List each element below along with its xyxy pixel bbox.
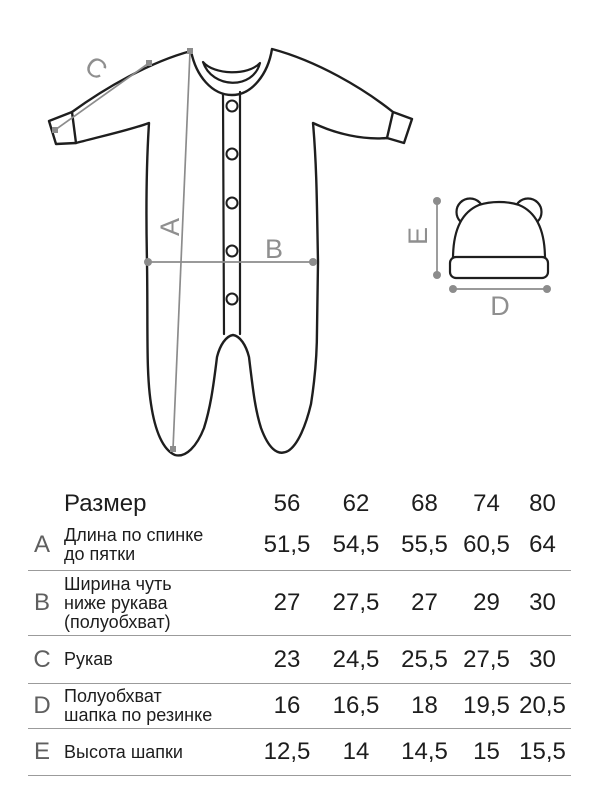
value-cell: 60,5 — [463, 531, 510, 558]
size-table — [28, 487, 571, 776]
value-cell: 15 — [473, 738, 500, 765]
diagram-label-C: C — [79, 50, 113, 86]
value-cell: 20,5 — [519, 692, 566, 719]
value-cell: 27,5 — [332, 589, 380, 616]
measure-end-D1 — [449, 285, 457, 293]
value-cell: 30 — [529, 645, 556, 673]
snap-button-1 — [227, 101, 238, 112]
table-row-A — [28, 520, 571, 571]
size-column-62: 62 — [342, 489, 370, 517]
measure-end-A1 — [187, 48, 193, 54]
row-letter: A — [33, 531, 50, 558]
value-cell: 51,5 — [263, 531, 311, 558]
measure-end-D2 — [543, 285, 551, 293]
onesie-drawing — [49, 49, 412, 455]
diagram-label-D: D — [490, 291, 510, 321]
value-cell: 25,5 — [401, 645, 448, 673]
snap-button-4 — [227, 246, 238, 257]
snap-button-5 — [227, 294, 238, 305]
measure-end-B1 — [144, 258, 152, 266]
value-cell: 14 — [342, 738, 370, 765]
value-cell: 64 — [529, 531, 556, 558]
placket-line-left — [223, 94, 224, 334]
row-letter: C — [33, 645, 51, 673]
table-header-row — [28, 487, 571, 520]
hat-drawing — [450, 199, 548, 279]
row-label: Рукав — [64, 649, 113, 669]
value-cell: 23 — [273, 645, 301, 673]
value-cell: 14,5 — [401, 738, 448, 765]
hat-brim — [450, 257, 548, 278]
value-cell: 30 — [529, 589, 556, 616]
measure-end-A2 — [170, 446, 176, 452]
value-cell: 18 — [411, 692, 438, 719]
size-column-56: 56 — [273, 489, 301, 517]
value-cell: 29 — [473, 589, 500, 616]
table-row-C — [28, 636, 571, 684]
measure-end-B2 — [309, 258, 317, 266]
value-cell: 16 — [273, 692, 301, 719]
diagram-label-A: A — [155, 217, 185, 237]
row-letter: B — [33, 589, 50, 616]
measure-end-E1 — [433, 197, 441, 205]
measure-end-E2 — [433, 271, 441, 279]
row-label: Высота шапки — [64, 741, 183, 762]
value-cell: 24,5 — [332, 645, 380, 673]
table-title: Размер — [64, 489, 147, 517]
value-cell: 27 — [273, 589, 301, 616]
value-cell: 15,5 — [519, 738, 566, 765]
value-cell: 27,5 — [463, 645, 510, 673]
value-cell: 19,5 — [463, 692, 510, 719]
row-label: Полуобхват шапка по резинке — [64, 686, 213, 725]
collar-band — [203, 62, 260, 83]
diagram-label-E: E — [403, 226, 433, 246]
measure-end-C1 — [52, 127, 58, 133]
size-column-68: 68 — [411, 489, 438, 517]
diagram-label-B: B — [264, 234, 284, 264]
size-column-80: 80 — [529, 489, 556, 517]
value-cell: 12,5 — [263, 738, 311, 765]
row-letter: E — [33, 738, 50, 765]
measure-end-C2 — [146, 60, 152, 66]
row-letter: D — [33, 692, 51, 719]
value-cell: 27 — [411, 589, 438, 616]
size-column-74: 74 — [473, 489, 500, 517]
table-row-B — [28, 571, 571, 636]
row-label: Длина по спинке до пятки — [64, 525, 204, 564]
row-label: Ширина чуть ниже рукава (полуобхват) — [64, 573, 172, 632]
table-row-E — [28, 729, 571, 776]
snap-button-3 — [227, 198, 238, 209]
value-cell: 16,5 — [332, 692, 380, 719]
table-row-D — [28, 684, 571, 729]
value-cell: 55,5 — [401, 531, 448, 558]
value-cell: 54,5 — [332, 531, 380, 558]
snap-button-2 — [227, 149, 238, 160]
